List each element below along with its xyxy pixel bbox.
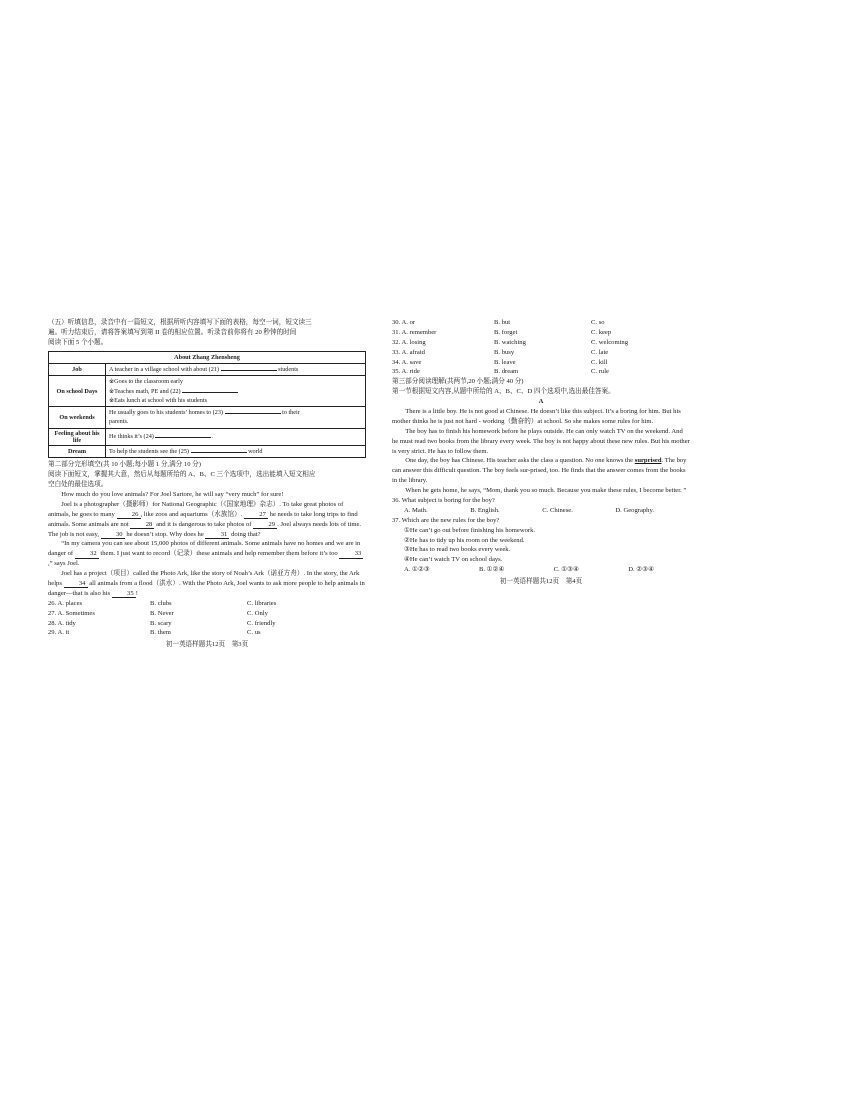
cloze-blank[interactable]: 29 [253,521,277,529]
option-a[interactable]: 28. A. tidy [48,619,76,627]
option-b[interactable]: B. dream [494,368,519,376]
right-page [392,318,690,587]
part2-heading: 第二部分完形填空(共 10 小题;每小题 1 分,满分 10 分) [48,461,201,469]
left-page [48,318,366,650]
question-36: 36. What subject is boring for the boy? [392,497,495,505]
cloze-blank[interactable]: 31 [205,531,229,539]
option-a[interactable]: 34. A. save [392,358,422,366]
option-b[interactable]: B. forget [494,328,518,336]
question-36-options [392,506,654,516]
option-c[interactable]: C. us [247,629,261,637]
cloze-blank[interactable]: 30 [101,531,125,539]
row-content-dream: To help the students see the (25) world [106,446,366,458]
highlighted-word: surprised [634,457,662,465]
table-row [49,376,366,407]
row-label-school-days: On school Days [49,376,106,407]
cloze-paragraph-1: How much do you love animals? For Joel Sartore, he will say “very much” for sure! [61,490,284,498]
option-b[interactable]: B. Never [150,609,174,617]
option-c[interactable]: C. Chinese. [542,506,573,514]
question-37-options [392,565,654,575]
option-b[interactable]: B. ①②④ [478,566,505,574]
option-a[interactable]: 30. A. or [392,319,416,326]
cloze-blank[interactable]: 32 [75,550,99,558]
part5-instruction-line3: 阅读下面 5 个小题。 [48,338,108,346]
row-label-weekends: On weekends [49,407,106,429]
option-a[interactable]: 33. A. afraid [392,348,425,356]
reading-paragraph-3: One day, the boy has Chinese. His teacher asks the class a question. No one knows the surprised. The boy can answer this difficult question. The boy feels sur-prised, too. He finds that the answer comes from the books in the library. [392,457,687,485]
cloze-blank[interactable]: 35 [112,590,136,598]
part2-instruction-line2: 空白处的最佳选项。 [48,481,108,489]
option-b[interactable]: B. leave [494,358,516,366]
option-a[interactable]: 31. A. remember [392,328,437,336]
answer-blank[interactable] [221,370,277,371]
cloze-blank[interactable]: 27 [244,511,268,519]
row-content-feeling: He thinks it’s (24) . [106,428,366,445]
answer-blank[interactable] [182,392,238,393]
option-b[interactable]: B. but [494,319,511,326]
table-row [49,407,366,429]
cloze-paragraph-3: “In my camera you can see about 15,000 photos of different animals. Some animals have no homes and we are in danger of 32 them. I just want to record（记录）these animals and help remember them before it’s too 33,” says Joel. [48,539,366,569]
section1-heading: 第一节根据短文内容,从题中所给的 A、B、C、D 四个选项中,选出最佳答案。 [392,388,615,396]
row-content-school-days: ※Goes to the classroom early ※Teaches math, PE and (22) ※Eats lunch at school with his students [106,376,366,407]
option-c[interactable]: C. ①③④ [553,566,580,574]
info-table [48,351,366,459]
part3-heading: 第三部分阅读理解(共两节,20 小题;满分 40 分) [392,378,524,386]
option-c[interactable]: C. Only [247,609,268,617]
question-options [48,599,366,639]
cloze-blank[interactable]: 26 [117,511,141,519]
rule-item: ①He can’t go out before finishing his homework. [404,526,536,534]
reading-paragraph-4: When he gets home, he says, “Mom, thank you so much. Because you make these rules, I become better. ” [405,487,687,495]
cloze-blank[interactable]: 28 [130,521,154,529]
option-c[interactable]: C. friendly [247,619,276,627]
option-a[interactable]: 32. A. losing [392,338,426,346]
option-b[interactable]: B. them [150,629,171,637]
cloze-blank[interactable]: 34 [64,580,88,588]
option-a[interactable]: 29. A. it [48,629,70,637]
option-d[interactable]: D. ②③④ [628,566,654,574]
option-a[interactable]: 35. A. ride [392,368,420,376]
answer-blank[interactable] [191,452,247,453]
option-b[interactable]: B. English. [470,506,500,514]
part5-instruction: （五）听填信息，录音中有一篇短文，根据所听内容填写下面的表格，每空一词，短文读三 [48,319,312,326]
option-a[interactable]: 27. A. Sometimes [48,609,95,617]
passage-letter: A [538,398,544,406]
option-b[interactable]: B. busy [494,348,515,356]
cloze-blank[interactable]: 33 [339,550,363,558]
option-a[interactable]: A. ①②③ [404,566,430,574]
option-b[interactable]: B. scary [150,619,172,627]
answer-blank[interactable] [225,413,281,414]
table-row [49,446,366,458]
option-c[interactable]: C. welcoming [591,338,628,346]
reading-paragraph-2: The boy has to finish his homework before he plays outside. He can only watch TV on the weekend. And he must read two books from the library every week. The boy is not happy about these new rules. But his mother is very strict. He has to follow them. [392,427,690,455]
option-d[interactable]: D. Geography. [615,506,654,514]
table-row [49,428,366,445]
answer-blank[interactable] [155,437,211,438]
part2-instruction: 阅读下面短文，掌握其大意，然后从每题所给的 A、B、C 三个选项中，选出能填入短文相应 [48,471,316,479]
reading-paragraph-1: There is a little boy. He is not good at Chinese. He doesn’t like this subject. It’s a boring for him. But his mother thinks he is just not hard - working（勤奋的）at school. So she makes some rules for him. [392,408,681,425]
option-c[interactable]: C. late [591,348,609,356]
option-b[interactable]: B. watching [494,338,526,346]
cloze-paragraph-2: Joel is a photographer（摄影师）for National Geographic（《国家地理》杂志）. To take great photos of animals, he goes to many 26 , like zoos and aquariums（水族馆）. 27 he needs to take long trips to find animals. Some animals are not 28 and it is dangerous to take photos of 29 . Joel always needs lots of time. The job is not easy, 30 he doesn’t stop. Why does he 31 doing that? [48,500,362,538]
row-content-job: A teacher in a village school with about (21) students [106,363,366,375]
page-footer: 初一英语样题共12页 第4页 [499,578,583,586]
option-c[interactable]: C. kill [591,358,608,366]
page-footer: 初一英语样题共12页 第3页 [165,641,249,649]
part5-instruction-line2: 遍。听力结束后，请将答案填写到第 II 卷的相应位置。听录音前你将有 20 秒钟的时间 [48,328,297,336]
rule-item: ③He has to read two books every week. [404,546,511,554]
option-c[interactable]: C. rule [591,368,609,376]
rule-item: ②He has to tidy up his room on the weekend. [404,536,525,544]
option-a[interactable]: A. Math. [404,506,428,514]
option-a[interactable]: 26. A. places [48,599,83,607]
option-b[interactable]: B. clubs [150,599,172,607]
question-37: 37. Which are the new rules for the boy? [392,516,500,524]
option-c[interactable]: C. keep [591,328,612,336]
table-title: About Zhang Zhensheng [49,351,366,363]
row-label-dream: Dream [49,446,106,458]
question-options [392,318,690,377]
row-content-weekends: He usually goes to his students’ homes to (23) to their parents. [106,407,366,429]
cloze-paragraph-4: Joel has a project（项目）called the Photo Ark, like the story of Noah’s Ark（诺亚方舟）. In the story, the Ark helps 34 all animals from a flood（洪水）. With the Photo Ark, Joel wants to ask more people to help animals in danger—that is also his 35 ! [48,570,365,597]
rule-item: ④He can’t watch TV on school days. [404,556,503,564]
option-c[interactable]: C. so [591,319,605,326]
row-label-feeling: Feeling about his life [49,428,106,445]
table-row [49,363,366,375]
row-label-job: Job [49,363,106,375]
option-c[interactable]: C. libraries [247,599,277,607]
